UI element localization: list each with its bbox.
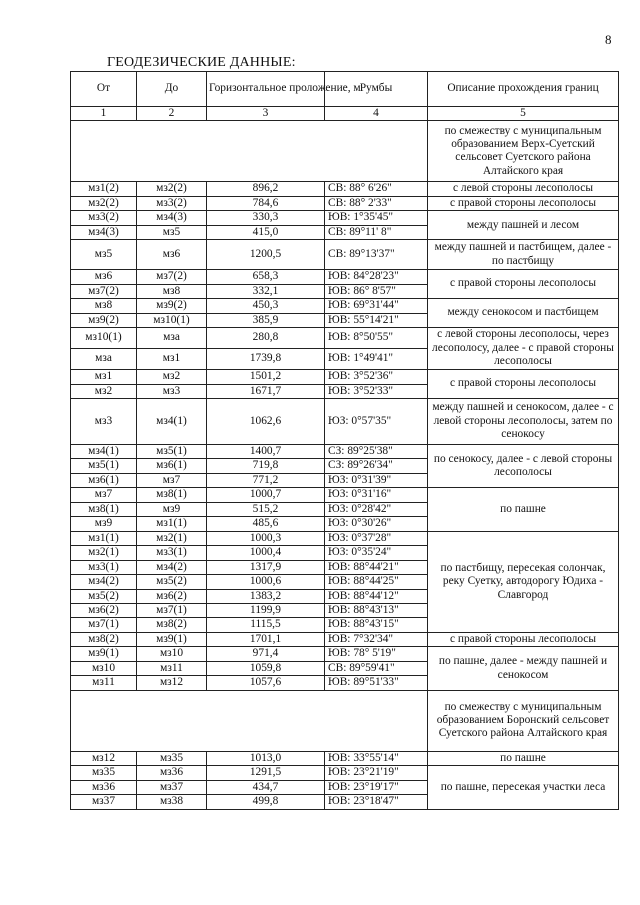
to-point: мз3 bbox=[137, 384, 207, 398]
page-number: 8 bbox=[605, 32, 612, 47]
to-point: мз3(2) bbox=[137, 196, 207, 210]
bearing: ЮВ: 88°44'12" bbox=[325, 589, 428, 603]
from-point: мз8 bbox=[71, 299, 137, 313]
horizontal-distance: 1062,6 bbox=[207, 398, 325, 444]
horizontal-distance: 1671,7 bbox=[207, 384, 325, 398]
horizontal-distance: 1057,6 bbox=[207, 676, 325, 690]
horizontal-distance: 515,2 bbox=[207, 502, 325, 516]
to-point: мз5(2) bbox=[137, 575, 207, 589]
bearing: ЮВ: 84°28'23" bbox=[325, 270, 428, 284]
column-number: 5 bbox=[428, 107, 619, 121]
horizontal-distance: 1200,5 bbox=[207, 240, 325, 270]
bearing: ЮЗ: 0°37'28" bbox=[325, 531, 428, 545]
boundary-description: по пашне bbox=[428, 751, 619, 765]
horizontal-distance: 1000,6 bbox=[207, 575, 325, 589]
to-point: мз1(1) bbox=[137, 517, 207, 531]
bearing: СВ: 88° 2'33" bbox=[325, 196, 428, 210]
bearing: ЮЗ: 0°31'39" bbox=[325, 473, 428, 487]
horizontal-distance: 1000,4 bbox=[207, 546, 325, 560]
bearing: СВ: 88° 6'26" bbox=[325, 182, 428, 196]
bearing: ЮЗ: 0°35'24" bbox=[325, 546, 428, 560]
column-number: 1 bbox=[71, 107, 137, 121]
to-point: мза bbox=[137, 328, 207, 349]
from-point: мз3 bbox=[71, 398, 137, 444]
bearing: СЗ: 89°25'38" bbox=[325, 444, 428, 458]
boundary-description: с правой стороны лесополосы bbox=[428, 632, 619, 646]
boundary-description: между пашней и сенокосом, далее - с левой стороны лесополосы, затем по сенокосу bbox=[428, 398, 619, 444]
to-point: мз6(2) bbox=[137, 589, 207, 603]
table-row bbox=[71, 196, 619, 210]
table-row bbox=[71, 632, 619, 646]
bearing: ЮВ: 88°43'15" bbox=[325, 618, 428, 632]
to-point: мз35 bbox=[137, 751, 207, 765]
horizontal-distance: 896,2 bbox=[207, 182, 325, 196]
to-point: мз6 bbox=[137, 240, 207, 270]
horizontal-distance: 1199,9 bbox=[207, 603, 325, 617]
from-point: мз12 bbox=[71, 751, 137, 765]
from-point: мз9 bbox=[71, 517, 137, 531]
to-point: мз10(1) bbox=[137, 313, 207, 327]
column-number: 4 bbox=[325, 107, 428, 121]
to-point: мз1 bbox=[137, 349, 207, 370]
from-point: мз2(2) bbox=[71, 196, 137, 210]
bearing: ЮВ: 78° 5'19" bbox=[325, 647, 428, 661]
bearing: ЮВ: 55°14'21" bbox=[325, 313, 428, 327]
to-point: мз8 bbox=[137, 284, 207, 298]
horizontal-distance: 499,8 bbox=[207, 795, 325, 809]
horizontal-distance: 415,0 bbox=[207, 225, 325, 239]
neighbor-description: по смежеству с муниципальным образованием Верх-Суетский сельсовет Суетского района Алтайского края bbox=[428, 121, 619, 182]
table-row bbox=[71, 647, 619, 661]
to-point: мз38 bbox=[137, 795, 207, 809]
from-point: мз1(1) bbox=[71, 531, 137, 545]
bearing: ЮВ: 23°19'17" bbox=[325, 780, 428, 794]
from-point: мз2(1) bbox=[71, 546, 137, 560]
horizontal-distance: 330,3 bbox=[207, 211, 325, 225]
to-point: мз9(2) bbox=[137, 299, 207, 313]
bearing: ЮВ: 88°44'25" bbox=[325, 575, 428, 589]
bearing: СВ: 89°13'37" bbox=[325, 240, 428, 270]
bearing: ЮВ: 23°21'19" bbox=[325, 766, 428, 780]
from-point: мза bbox=[71, 349, 137, 370]
table-row bbox=[71, 766, 619, 780]
from-point: мз11 bbox=[71, 676, 137, 690]
to-point: мз12 bbox=[137, 676, 207, 690]
from-point: мз7(1) bbox=[71, 618, 137, 632]
bearing: ЮВ: 3°52'36" bbox=[325, 370, 428, 384]
to-point: мз7(2) bbox=[137, 270, 207, 284]
boundary-description: по пашне, пересекая участки леса bbox=[428, 766, 619, 809]
boundary-description: по пашне bbox=[428, 488, 619, 531]
to-point: мз2 bbox=[137, 370, 207, 384]
bearing: ЮВ: 8°50'55" bbox=[325, 328, 428, 349]
bearing: ЮВ: 33°55'14" bbox=[325, 751, 428, 765]
from-point: мз7(2) bbox=[71, 284, 137, 298]
from-point: мз1 bbox=[71, 370, 137, 384]
bearing: СЗ: 89°26'34" bbox=[325, 459, 428, 473]
horizontal-distance: 1291,5 bbox=[207, 766, 325, 780]
neighbor-description: по смежеству с муниципальным образованием Боронский сельсовет Суетского района Алтайского края bbox=[428, 690, 619, 751]
horizontal-distance: 1383,2 bbox=[207, 589, 325, 603]
horizontal-distance: 658,3 bbox=[207, 270, 325, 284]
neighbor-section-row bbox=[71, 121, 619, 182]
bearing: СВ: 89°59'41" bbox=[325, 661, 428, 675]
bearing: ЮВ: 89°51'33" bbox=[325, 676, 428, 690]
to-point: мз11 bbox=[137, 661, 207, 675]
from-point: мз8(2) bbox=[71, 632, 137, 646]
from-point: мз4(3) bbox=[71, 225, 137, 239]
horizontal-distance: 971,4 bbox=[207, 647, 325, 661]
from-point: мз36 bbox=[71, 780, 137, 794]
to-point: мз36 bbox=[137, 766, 207, 780]
bearing: ЮЗ: 0°28'42" bbox=[325, 502, 428, 516]
table-row bbox=[71, 398, 619, 444]
boundary-description: с правой стороны лесополосы bbox=[428, 370, 619, 399]
horizontal-distance: 1013,0 bbox=[207, 751, 325, 765]
horizontal-distance: 1739,8 bbox=[207, 349, 325, 370]
horizontal-distance: 1400,7 bbox=[207, 444, 325, 458]
boundary-description: между пашней и пастбищем, далее - по пастбищу bbox=[428, 240, 619, 270]
horizontal-distance: 332,1 bbox=[207, 284, 325, 298]
header-to: До bbox=[137, 72, 207, 107]
from-point: мз7 bbox=[71, 488, 137, 502]
bearing: ЮЗ: 0°31'16" bbox=[325, 488, 428, 502]
column-number: 3 bbox=[207, 107, 325, 121]
table-row bbox=[71, 370, 619, 384]
boundary-description: с левой стороны лесополосы bbox=[428, 182, 619, 196]
horizontal-distance: 1701,1 bbox=[207, 632, 325, 646]
to-point: мз4(2) bbox=[137, 560, 207, 574]
to-point: мз9(1) bbox=[137, 632, 207, 646]
geodetic-data-table bbox=[70, 71, 619, 810]
header-bearing: Румбы bbox=[325, 72, 428, 107]
horizontal-distance: 450,3 bbox=[207, 299, 325, 313]
horizontal-distance: 280,8 bbox=[207, 328, 325, 349]
horizontal-distance: 1115,5 bbox=[207, 618, 325, 632]
horizontal-distance: 719,8 bbox=[207, 459, 325, 473]
horizontal-distance: 771,2 bbox=[207, 473, 325, 487]
neighbor-section-row bbox=[71, 690, 619, 751]
from-point: мз3(1) bbox=[71, 560, 137, 574]
header-distance: Горизонтальное проложение, м bbox=[207, 72, 325, 107]
from-point: мз9(2) bbox=[71, 313, 137, 327]
bearing: ЮВ: 7°32'34" bbox=[325, 632, 428, 646]
boundary-description: по пашне, далее - между пашней и сенокосом bbox=[428, 647, 619, 690]
horizontal-distance: 1501,2 bbox=[207, 370, 325, 384]
to-point: мз37 bbox=[137, 780, 207, 794]
from-point: мз9(1) bbox=[71, 647, 137, 661]
table-row bbox=[71, 444, 619, 458]
blank-cell bbox=[71, 121, 428, 182]
to-point: мз4(1) bbox=[137, 398, 207, 444]
from-point: мз5 bbox=[71, 240, 137, 270]
boundary-description: между пашней и лесом bbox=[428, 211, 619, 240]
table-row bbox=[71, 182, 619, 196]
to-point: мз2(2) bbox=[137, 182, 207, 196]
bearing: ЮЗ: 0°30'26" bbox=[325, 517, 428, 531]
blank-cell bbox=[71, 690, 428, 751]
boundary-description: с правой стороны лесополосы bbox=[428, 270, 619, 299]
bearing: ЮВ: 69°31'44" bbox=[325, 299, 428, 313]
table-row bbox=[71, 751, 619, 765]
horizontal-distance: 385,9 bbox=[207, 313, 325, 327]
header-row bbox=[71, 72, 619, 107]
table-row bbox=[71, 531, 619, 545]
bearing: ЮЗ: 0°57'35" bbox=[325, 398, 428, 444]
bearing: ЮВ: 23°18'47" bbox=[325, 795, 428, 809]
table-row bbox=[71, 211, 619, 225]
horizontal-distance: 1059,8 bbox=[207, 661, 325, 675]
from-point: мз2 bbox=[71, 384, 137, 398]
bearing: СВ: 89°11' 8" bbox=[325, 225, 428, 239]
to-point: мз5 bbox=[137, 225, 207, 239]
table-row bbox=[71, 488, 619, 502]
to-point: мз8(2) bbox=[137, 618, 207, 632]
from-point: мз5(2) bbox=[71, 589, 137, 603]
boundary-description: с левой стороны лесополосы, через лесополосу, далее - с правой стороны лесополосы bbox=[428, 328, 619, 370]
boundary-description: с правой стороны лесополосы bbox=[428, 196, 619, 210]
to-point: мз9 bbox=[137, 502, 207, 516]
from-point: мз4(2) bbox=[71, 575, 137, 589]
from-point: мз37 bbox=[71, 795, 137, 809]
boundary-description: по сенокосу, далее - с левой стороны лесополосы bbox=[428, 444, 619, 487]
from-point: мз8(1) bbox=[71, 502, 137, 516]
horizontal-distance: 1000,7 bbox=[207, 488, 325, 502]
from-point: мз6(2) bbox=[71, 603, 137, 617]
horizontal-distance: 784,6 bbox=[207, 196, 325, 210]
column-number-row bbox=[71, 107, 619, 121]
horizontal-distance: 1317,9 bbox=[207, 560, 325, 574]
bearing: ЮВ: 88°43'13" bbox=[325, 603, 428, 617]
boundary-description: по пастбищу, пересекая солончак, реку Суетку, автодорогу Юдиха - Славгород bbox=[428, 531, 619, 632]
to-point: мз5(1) bbox=[137, 444, 207, 458]
to-point: мз8(1) bbox=[137, 488, 207, 502]
table-row bbox=[71, 328, 619, 349]
column-number: 2 bbox=[137, 107, 207, 121]
from-point: мз10(1) bbox=[71, 328, 137, 349]
to-point: мз2(1) bbox=[137, 531, 207, 545]
from-point: мз1(2) bbox=[71, 182, 137, 196]
to-point: мз7 bbox=[137, 473, 207, 487]
from-point: мз6 bbox=[71, 270, 137, 284]
from-point: мз4(1) bbox=[71, 444, 137, 458]
table-row bbox=[71, 240, 619, 270]
from-point: мз6(1) bbox=[71, 473, 137, 487]
boundary-description: между сенокосом и пастбищем bbox=[428, 299, 619, 328]
to-point: мз7(1) bbox=[137, 603, 207, 617]
header-description: Описание прохождения границ bbox=[428, 72, 619, 107]
from-point: мз35 bbox=[71, 766, 137, 780]
bearing: ЮВ: 1°35'45" bbox=[325, 211, 428, 225]
to-point: мз3(1) bbox=[137, 546, 207, 560]
table-row bbox=[71, 299, 619, 313]
horizontal-distance: 434,7 bbox=[207, 780, 325, 794]
from-point: мз3(2) bbox=[71, 211, 137, 225]
bearing: ЮВ: 86° 8'57" bbox=[325, 284, 428, 298]
bearing: ЮВ: 1°49'41" bbox=[325, 349, 428, 370]
page-title: ГЕОДЕЗИЧЕСКИЕ ДАННЫЕ: bbox=[107, 55, 296, 70]
horizontal-distance: 485,6 bbox=[207, 517, 325, 531]
to-point: мз6(1) bbox=[137, 459, 207, 473]
bearing: ЮВ: 3°52'33" bbox=[325, 384, 428, 398]
bearing: ЮВ: 88°44'21" bbox=[325, 560, 428, 574]
to-point: мз10 bbox=[137, 647, 207, 661]
to-point: мз4(3) bbox=[137, 211, 207, 225]
from-point: мз10 bbox=[71, 661, 137, 675]
from-point: мз5(1) bbox=[71, 459, 137, 473]
table-row bbox=[71, 270, 619, 284]
header-from: От bbox=[71, 72, 137, 107]
horizontal-distance: 1000,3 bbox=[207, 531, 325, 545]
